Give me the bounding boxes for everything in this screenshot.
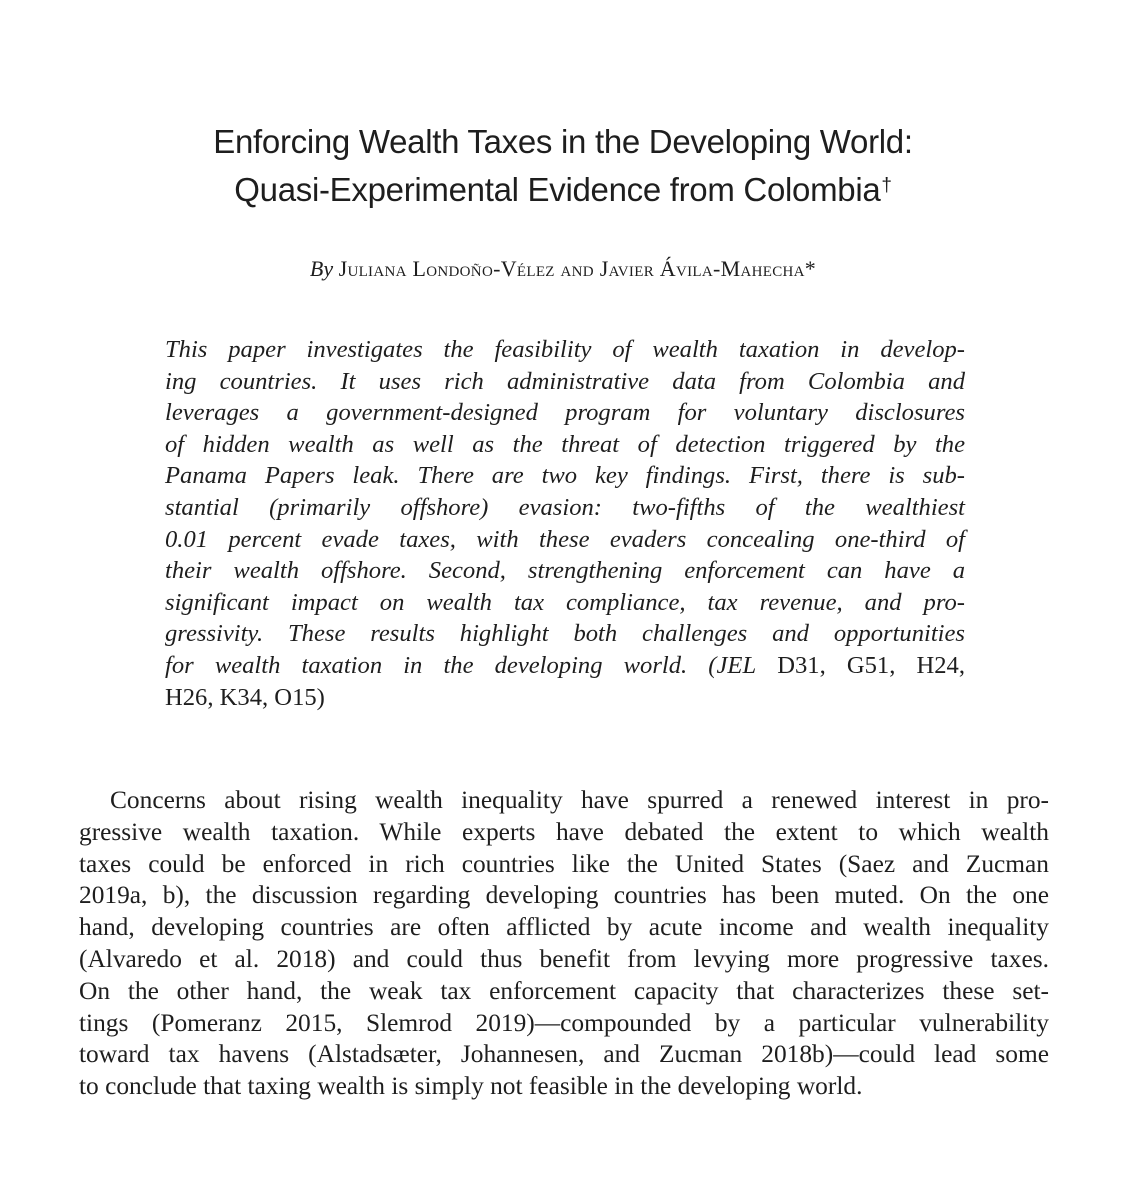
body-line: taxes could be enforced in rich countries like the United States (Saez and Zucman xyxy=(79,849,1049,878)
abstract-line: This paper investigates the feasibility of wealth taxation in develop- xyxy=(165,336,965,363)
body-line: toward tax havens (Alstadsæter, Johannesen, and Zucman 2018b)—could lead some xyxy=(79,1040,1049,1069)
byline-authors: Juliana Londoño-Vélez and Javier Ávila-Mahecha* xyxy=(338,256,817,281)
abstract-line: of hidden wealth as well as the threat of detection triggered by the xyxy=(165,430,965,458)
dagger-footnote-mark[interactable]: † xyxy=(881,175,892,196)
abstract xyxy=(165,334,965,713)
title-line-2-text: Quasi-Experimental Evidence from Colombia xyxy=(234,171,881,208)
body-line: hand, developing countries are often afflicted by acute income and wealth inequality xyxy=(79,913,1049,942)
abstract-line: their wealth offshore. Second, strengthening enforcement can have a xyxy=(165,557,965,585)
abstract-line: Panama Papers leak. There are two key findings. First, there is sub- xyxy=(165,462,965,490)
body-line: gressive wealth taxation. While experts have debated the extent to which wealth xyxy=(79,817,1049,846)
abstract-line: gressivity. These results highlight both challenges and opportunities xyxy=(165,620,965,648)
byline-by: By xyxy=(309,256,334,281)
body-line: (Alvaredo et al. 2018) and could thus benefit from levying more progressive taxes. xyxy=(79,944,1049,973)
abstract-line: significant impact on wealth tax compliance, tax revenue, and pro- xyxy=(165,588,965,616)
body-line: On the other hand, the weak tax enforcement capacity that characterizes these set- xyxy=(79,976,1049,1005)
abstract-line-jel xyxy=(165,650,965,682)
jel-label: JEL xyxy=(716,651,757,679)
paper-title xyxy=(0,118,1126,214)
body-line: to conclude that taxing wealth is simply not feasible in the developing world. xyxy=(79,1072,863,1101)
jel-codes-part1: D31, G51, H24, xyxy=(756,651,965,679)
abstract-line: stantial (primarily offshore) evasion: two-fifths of the wealthiest xyxy=(165,493,965,521)
author-byline xyxy=(0,256,1126,282)
body-line: tings (Pomeranz 2015, Slemrod 2019)—compounded by a particular vulnerability xyxy=(79,1008,1049,1037)
body-line: 2019a, b), the discussion regarding developing countries has been muted. On the one xyxy=(79,881,1049,910)
abstract-line: leverages a government-designed program for voluntary disclosures xyxy=(165,399,965,427)
abstract-line: 0.01 percent evade taxes, with these evaders concealing one-third of xyxy=(165,525,965,553)
intro-paragraph xyxy=(79,785,1049,1103)
body-line: Concerns about rising wealth inequality have spurred a renewed interest in pro- xyxy=(110,786,1049,814)
abstract-line: ing countries. It uses rich administrative data from Colombia and xyxy=(165,367,965,395)
title-line-2 xyxy=(0,166,1126,214)
abstract-line-11-text: for wealth taxation in the developing world. ( xyxy=(165,651,717,679)
title-line-1: Enforcing Wealth Taxes in the Developing World: xyxy=(213,123,913,160)
jel-codes-part2: H26, K34, O15) xyxy=(165,683,325,711)
